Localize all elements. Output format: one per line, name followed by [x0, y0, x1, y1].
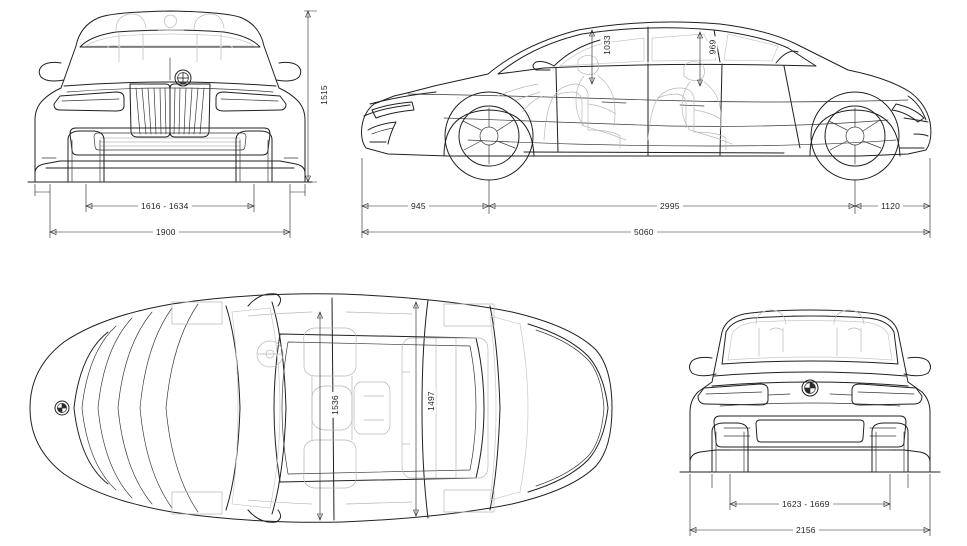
dim-rear-overhang: 1120	[878, 201, 903, 211]
dim-rear-shoulder-room: 1497	[426, 388, 436, 414]
dim-front-width: 1900	[153, 227, 179, 237]
top-view	[12, 272, 622, 546]
side-view	[348, 0, 948, 250]
front-view-drawing	[20, 0, 320, 250]
dim-front-height: 1515	[319, 82, 329, 108]
dim-wheelbase: 2995	[657, 201, 683, 211]
top-view-drawing	[12, 272, 622, 546]
dim-front-overhang: 945	[408, 201, 429, 211]
front-view	[20, 0, 329, 250]
rear-view	[660, 290, 960, 546]
dim-front-headroom: 1033	[602, 32, 612, 58]
dim-rear-track: 1623 - 1669	[779, 499, 833, 509]
side-view-drawing	[348, 0, 948, 250]
dim-overall-length: 5060	[631, 227, 657, 237]
dim-rear-headroom: 969	[707, 37, 717, 58]
dim-front-shoulder-room: 1536	[330, 392, 340, 418]
dim-front-track: 1616 - 1634	[138, 201, 192, 211]
dim-width-incl-mirrors: 2156	[793, 525, 819, 535]
